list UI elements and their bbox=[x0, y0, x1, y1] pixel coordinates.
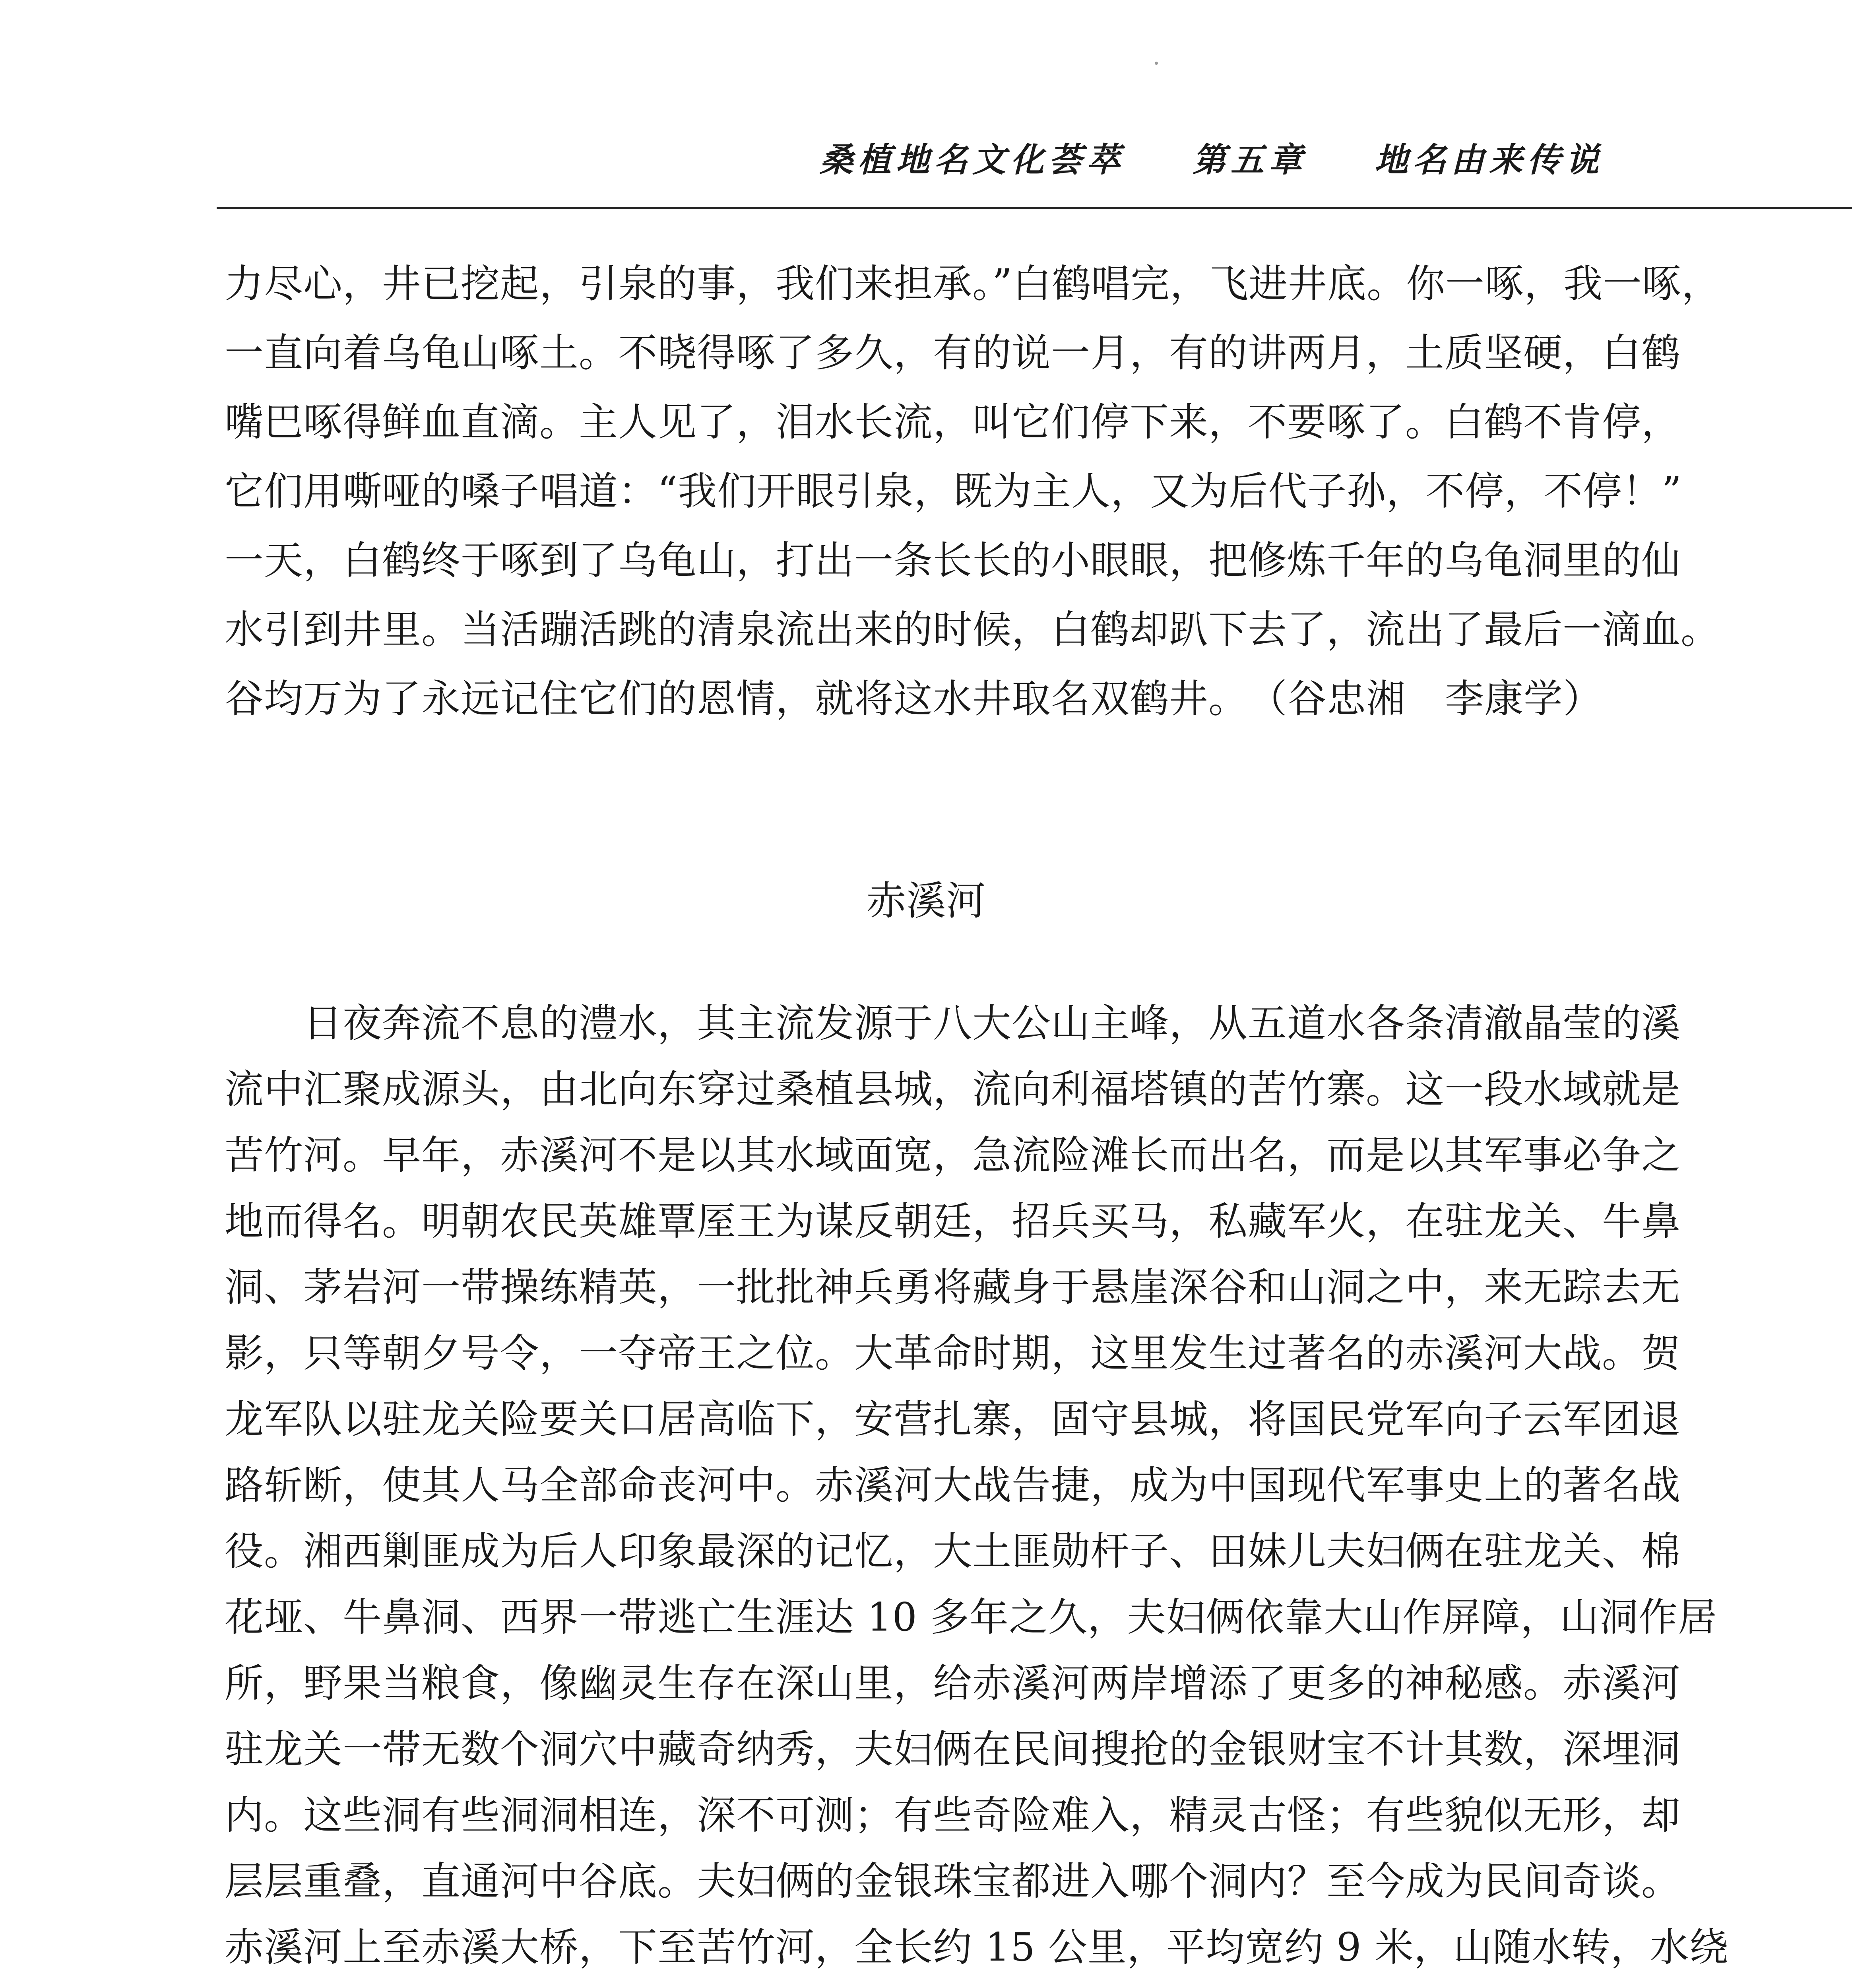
header-rule bbox=[217, 207, 1852, 209]
text-line: 层层重叠，直通河中谷底。夫妇俩的金银珠宝都进入哪个洞内？至今成为民间奇谈。 bbox=[225, 1859, 1681, 1904]
text-line: 一直向着乌龟山啄土。不晓得啄了多久，有的说一月，有的讲两月，土质坚硬，白鹤 bbox=[225, 330, 1681, 376]
text-line: 赤溪河上至赤溪大桥，下至苦竹河，全长约 15 公里，平均宽约 9 米，山随水转，水绕 bbox=[225, 1925, 1729, 1970]
section-title: 赤溪河 bbox=[866, 878, 986, 924]
header-book-title: 桑植地名文化荟萃 bbox=[819, 140, 1125, 179]
text-line: 地而得名。明朝农民英雄覃厔王为谋反朝廷，招兵买马，私藏军火，在驻龙关、牛鼻 bbox=[225, 1199, 1681, 1244]
running-header bbox=[820, 133, 1604, 181]
text-line: 洞、茅岩河一带操练精英，一批批神兵勇将藏身于悬崖深谷和山洞之中，来无踪去无 bbox=[225, 1265, 1681, 1310]
text-line: 路斩断，使其人马全部命丧河中。赤溪河大战告捷，成为中国现代军事史上的著名战 bbox=[225, 1463, 1681, 1508]
text-line: 内。这些洞有些洞洞相连，深不可测；有些奇险难入，精灵古怪；有些貌似无形，却 bbox=[225, 1793, 1681, 1838]
text-line: 它们用嘶哑的嗓子唱道：“我们开眼引泉，既为主人，又为后代子孙，不停，不停！” bbox=[225, 469, 1682, 514]
text-line: 谷均万为了永远记住它们的恩情，就将这水井取名双鹤井。 （谷忠湘 李康学） bbox=[225, 676, 1603, 722]
text-line: 力尽心，井已挖起，引泉的事，我们来担承。”白鹤唱完，飞进井底。你一啄，我一啄， bbox=[225, 261, 1721, 307]
text-line: 影，只等朝夕号令，一夺帝王之位。大革命时期，这里发生过著名的赤溪河大战。贺 bbox=[225, 1331, 1681, 1376]
text-line: 流中汇聚成源头，由北向东穿过桑植县城，流向利福塔镇的苦竹寨。这一段水域就是 bbox=[225, 1067, 1681, 1112]
text-line: 龙军队以驻龙关险要关口居高临下，安营扎寨，固守县城，将国民党军向子云军团退 bbox=[225, 1397, 1681, 1442]
header-section: 地名由来传说 bbox=[1374, 140, 1604, 179]
text-line: 嘴巴啄得鲜血直滴。主人见了，泪水长流，叫它们停下来，不要啄了。白鹤不肯停， bbox=[225, 400, 1681, 445]
text-line: 日夜奔流不息的澧水，其主流发源于八大公山主峰，从五道水各条清澈晶莹的溪 bbox=[225, 1001, 1681, 1046]
text-line: 役。湘西剿匪成为后人印象最深的记忆，大土匪勋杆子、田妹儿夫妇俩在驻龙关、棉 bbox=[225, 1529, 1681, 1574]
scan-speck bbox=[1155, 62, 1158, 65]
text-line: 花垭、牛鼻洞、西界一带逃亡生涯达 10 多年之久，夫妇俩依靠大山作屏障，山洞作居 bbox=[225, 1595, 1718, 1640]
header-chapter: 第五章 bbox=[1192, 140, 1307, 179]
text-line: 一天，白鹤终于啄到了乌龟山，打出一条长长的小眼眼，把修炼千年的乌龟洞里的仙 bbox=[225, 538, 1681, 583]
text-line: 苦竹河。早年，赤溪河不是以其水域面宽，急流险滩长而出名，而是以其军事必争之 bbox=[225, 1133, 1681, 1178]
text-line: 水引到井里。当活蹦活跳的清泉流出来的时候，白鹤却趴下去了，流出了最后一滴血。 bbox=[225, 607, 1720, 652]
text-line: 驻龙关一带无数个洞穴中藏奇纳秀，夫妇俩在民间搜抢的金银财宝不计其数，深埋洞 bbox=[225, 1727, 1681, 1772]
text-line: 所，野果当粮食，像幽灵生存在深山里，给赤溪河两岸增添了更多的神秘感。赤溪河 bbox=[225, 1661, 1681, 1706]
